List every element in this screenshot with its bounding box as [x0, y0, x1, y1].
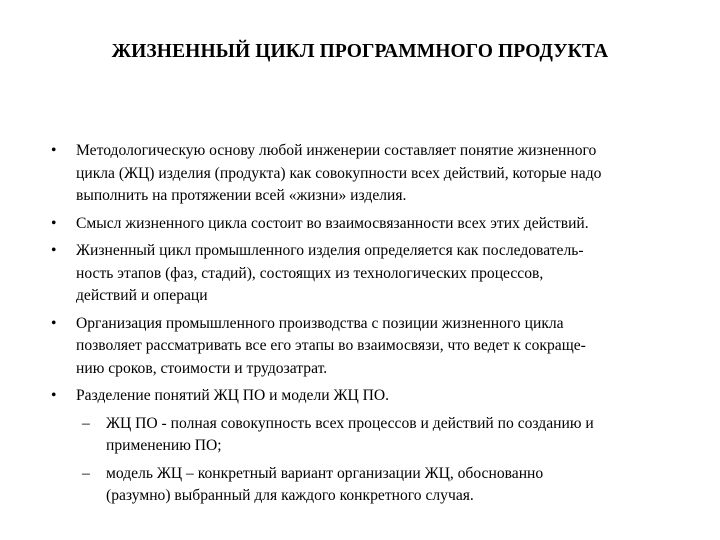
- bullet-line: действий и операци: [76, 287, 208, 304]
- bullet-marker: •: [51, 142, 57, 159]
- bullet-line: Разделение понятий ЖЦ ПО и модели ЖЦ ПО.: [76, 387, 390, 404]
- bullet-line: выполнить на протяжении всей «жизни» изделия.: [76, 187, 407, 204]
- bullet-marker: •: [51, 242, 57, 259]
- sub-bullet-line: модель ЖЦ – конкретный вариант организации ЖЦ, обоснованно: [106, 464, 544, 482]
- sub-bullet-line: применению ПО;: [106, 437, 222, 454]
- bullet-list: [46, 140, 686, 513]
- bullet-line: Методологическую основу любой инженерии составляет понятие жизненного: [76, 142, 597, 159]
- bullet-item: [46, 140, 686, 208]
- dash-marker: –: [82, 464, 90, 482]
- dash-marker: –: [82, 414, 90, 432]
- bullet-item: [46, 240, 686, 308]
- sub-bullet-line: ЖЦ ПО - полная совокупность всех процессов и действий по созданию и: [106, 414, 594, 432]
- bullet-line: ность этапов (фаз, стадий), состоящих из технологических процессов,: [76, 264, 544, 282]
- bullet-item: [46, 385, 686, 408]
- bullet-line: Жизненный цикл промышленного изделия определяется как последователь-: [76, 242, 584, 259]
- sub-bullet-item: [46, 463, 686, 508]
- bullet-line: нию сроков, стоимости и трудозатрат.: [76, 359, 328, 377]
- sub-bullet-list: [46, 413, 686, 508]
- bullet-marker: •: [51, 214, 57, 232]
- bullet-marker: •: [51, 314, 57, 332]
- slide-title: ЖИЗНЕННЫЙ ЦИКЛ ПРОГРАММНОГО ПРОДУКТА: [111, 41, 609, 62]
- bullet-line: Смысл жизненного цикла состоит во взаимосвязанности всех этих действий.: [76, 214, 589, 232]
- bullet-item: [46, 313, 686, 381]
- bullet-line: цикла (ЖЦ) изделия (продукта) как совокупности всех действий, которые надо: [76, 164, 602, 182]
- sub-bullet-item: [46, 413, 686, 458]
- bullet-marker: •: [51, 387, 57, 404]
- bullet-item: [46, 213, 686, 236]
- sub-list-container: [46, 413, 686, 508]
- sub-bullet-line: (разумно) выбранный для каждого конкретного случая.: [106, 487, 474, 504]
- bullet-line: Организация промышленного производства с позиции жизненного цикла: [76, 314, 564, 332]
- bullet-line: позволяет рассматривать все его этапы во взаимосвязи, что ведет к сокраще-: [76, 337, 586, 354]
